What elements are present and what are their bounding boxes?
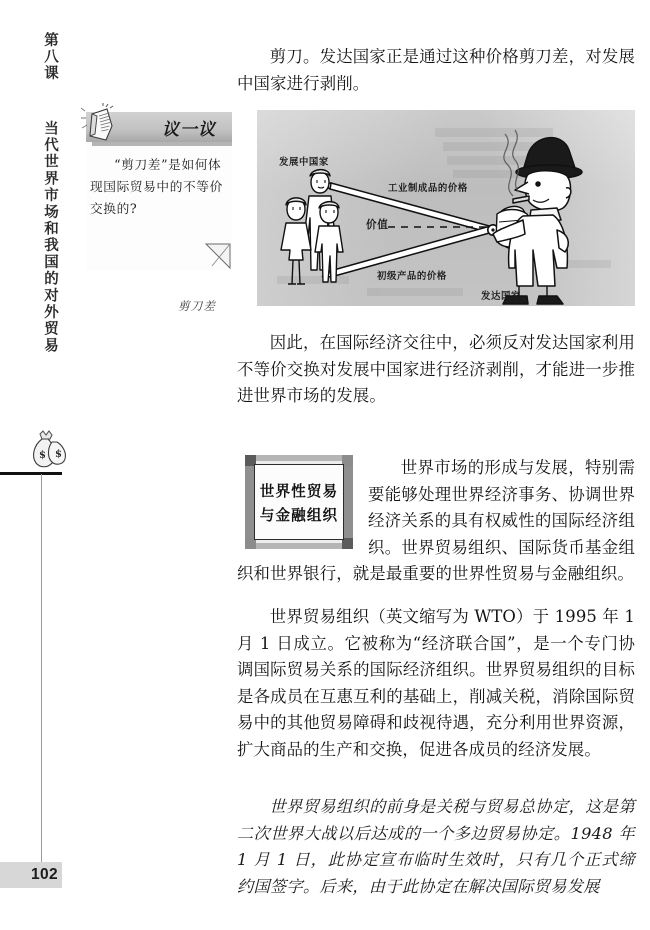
illustration-label-value: 价值 <box>366 219 389 231</box>
paragraph-organizations-wrapper <box>237 455 635 588</box>
paragraph-conclusion: 因此，在国际经济交往中，必须反对发达国家利用不等价交换对发展中国家进行经济剥削，才能进一步推进世界市场的发展。 <box>237 333 635 406</box>
scissors-price-gap-illustration <box>257 110 635 306</box>
heading-float-spacer <box>237 455 368 555</box>
section-heading-line-2: 与金融组织 <box>259 506 339 524</box>
page-fold-corner-icon <box>204 242 232 270</box>
illustration-label-developed-countries: 发达国家 <box>481 291 521 302</box>
paragraph-organizations: 世界市场的形成与发展，特别需要能够处理世界经济事务、协调世界经济关系的具有权威性的国际经济组织。世界贸易组织、国际货币基金组织和世界银行，就是最重要的世界性贸易与金融组织。 <box>237 458 635 584</box>
margin-divider-rule <box>0 472 62 475</box>
illustration-label-primary-products-price: 初级产品的价格 <box>377 271 447 282</box>
svg-text:$: $ <box>55 449 62 460</box>
section-heading-line-1: 世界性贸易 <box>259 482 339 500</box>
paper-document-icon <box>80 102 124 146</box>
figure-caption: 剪刀差 <box>178 299 217 313</box>
discussion-question-text: “剪刀差”是如何体现国际贸易中的不等价交换的? <box>90 157 223 216</box>
page-number: 102 <box>30 866 58 883</box>
illustration-label-manufactured-goods-price: 工业制成品的价格 <box>388 183 468 194</box>
paragraph-wto: 世界贸易组织（英文缩写为 WTO）于 1995 年 1 月 1 日成立。它被称为“经济联合国”，是一个专门协调国际贸易关系的国际经济组织。世界贸易组织的目标是各成员在互惠互利的基础上，削减关税，消除国际贸易中的其他贸易障碍和歧视待遇，充分利用世界资源，扩大商品的生产和交换，促进各成员的经济发展。 <box>237 607 635 759</box>
paragraph-intro: 剪刀。发达国家正是通过这种价格剪刀差，对发展中国家进行剥削。 <box>237 47 635 93</box>
discussion-callout-box <box>86 112 232 270</box>
chapter-title-vertical: 第八课 当代世界市场和我国的对外贸易 <box>42 32 59 355</box>
paragraph-gatt: 世界贸易组织的前身是关税与贸易总协定，这是第二次世界大战以后达成的一个多边贸易协定。1948 年 1 月 1 日，此协定宣布临时生效时，只有几个正式缔约国签字。后来，由于此协定在解决国际贸易发展 <box>237 797 635 896</box>
money-bag-icon <box>22 428 68 472</box>
illustration-label-developing-countries: 发展中国家 <box>279 157 329 168</box>
svg-text:$: $ <box>39 450 46 461</box>
discussion-title: 议一议 <box>162 119 216 140</box>
margin-vertical-line <box>41 474 42 864</box>
